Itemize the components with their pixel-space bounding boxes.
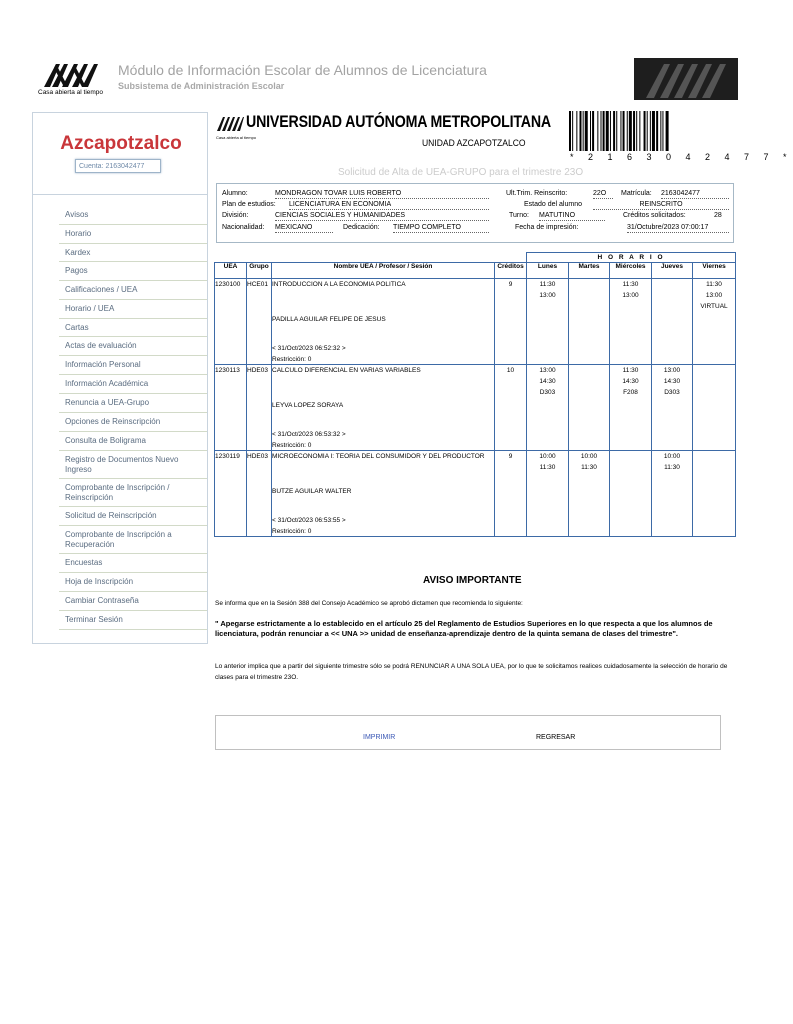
barcode-bar <box>639 111 640 151</box>
alumno-label: Alumno: <box>222 190 248 197</box>
col-creditos: Créditos <box>495 263 527 279</box>
sesion-timestamp: < 31/Oct/2023 06:53:32 > <box>272 431 346 438</box>
col-martes: Martes <box>569 263 610 279</box>
sidebar-item-info-personal[interactable]: Información Personal <box>59 356 207 375</box>
barcode-bar <box>572 111 573 151</box>
barcode-bar <box>629 111 632 151</box>
barcode-bar <box>627 111 628 151</box>
turno-value: MATUTINO <box>539 211 605 221</box>
uam-logo <box>42 61 100 89</box>
schedule-slot: 13:00 <box>705 292 723 299</box>
uea-code: 1230119 <box>215 451 247 537</box>
barcode-number: * 2 1 6 3 0 4 2 4 7 7 * <box>570 152 793 162</box>
sidebar-item-cambiar-contrasena[interactable]: Cambiar Contraseña <box>59 592 207 611</box>
university-name: UNIVERSIDAD AUTÓNOMA METROPOLITANA <box>246 113 552 131</box>
col-lunes: Lunes <box>527 263 569 279</box>
matricula-value: 2163042477 <box>661 189 729 199</box>
uea-code: 1230113 <box>215 365 247 451</box>
creditos-value: 10 <box>495 365 527 451</box>
day-lunes <box>527 365 569 451</box>
sidebar-item-opciones-reinscripcion[interactable]: Opciones de Reinscripción <box>59 413 207 432</box>
day-martes <box>569 451 610 537</box>
sidebar-item-horario[interactable]: Horario <box>59 225 207 244</box>
barcode-bar <box>636 111 637 151</box>
fecha-label: Fecha de impresión: <box>515 224 579 231</box>
barcode-bar <box>662 111 663 151</box>
ult-trim-label: Ult.Trim. Reinscrito: <box>506 190 568 197</box>
division-value: CIENCIAS SOCIALES Y HUMANIDADES <box>275 211 489 221</box>
col-jueves: Jueves <box>652 263 693 279</box>
schedule-slot: 11:30 <box>539 281 556 288</box>
creditos-value: 9 <box>495 279 527 365</box>
dedicacion-label: Dedicación: <box>343 224 380 231</box>
sidebar-item-boligrama[interactable]: Consulta de Boligrama <box>59 432 207 451</box>
uea-name: MICROECONOMIA I: TEORIA DEL CONSUMIDOR Y DEL PRODUCTOR <box>272 453 485 460</box>
barcode-bar <box>603 111 605 151</box>
barcode-bar <box>576 111 577 151</box>
action-panel <box>215 715 721 750</box>
table-row <box>215 279 736 365</box>
profesor-name: PADILLA AGUILAR FELIPE DE JESUS <box>272 316 386 323</box>
request-title: Solicitud de Alta de UEA-GRUPO para el trimestre 23O <box>338 167 584 178</box>
day-miercoles <box>610 365 652 451</box>
barcode-bar <box>616 111 617 151</box>
grupo-code: HCE01 <box>247 279 272 365</box>
day-viernes <box>693 279 736 365</box>
table-row <box>215 451 736 537</box>
barcode-bar <box>610 111 611 151</box>
sidebar-item-kardex[interactable]: Kardex <box>59 244 207 262</box>
barcode-bar <box>644 111 646 151</box>
day-jueves <box>652 451 693 537</box>
logo-tagline: Casa abierta al tiempo <box>38 89 104 96</box>
day-viernes <box>693 365 736 451</box>
uea-name: INTRODUCCION A LA ECONOMIA POLITICA <box>272 281 406 288</box>
barcode-bar <box>601 111 602 151</box>
day-jueves <box>652 365 693 451</box>
sidebar-item-avisos[interactable]: Avisos <box>59 206 207 225</box>
grupo-code: HDE03 <box>247 451 272 537</box>
schedule-slot: 11:30 <box>664 464 680 471</box>
barcode-bar <box>592 111 594 151</box>
barcode-bar <box>569 111 571 151</box>
barcode-bar <box>650 111 651 151</box>
page-header <box>38 58 738 103</box>
plan-label: Plan de estudios: <box>222 201 276 208</box>
schedule-slot: 13:00 <box>539 367 556 374</box>
col-viernes: Viernes <box>693 263 736 279</box>
uea-details <box>272 451 495 537</box>
creditos-label: Créditos solicitados: <box>623 212 686 219</box>
schedule-slot: 13:00 <box>539 292 556 299</box>
schedule-slot: D303 <box>539 389 556 396</box>
day-viernes <box>693 451 736 537</box>
col-miercoles: Miércoles <box>610 263 652 279</box>
barcode-bar <box>583 111 584 151</box>
campus-title: Azcapotzalco <box>60 133 182 154</box>
schedule-table <box>214 252 736 537</box>
turno-label: Turno: <box>509 212 529 219</box>
dedicacion-value: TIEMPO COMPLETO <box>393 223 489 233</box>
nacionalidad-value: MEXICANO <box>275 223 333 233</box>
aviso-paragraph-3: Lo anterior implica que a partir del siguiente trimestre sólo se podrá RENUNCIAR A UNA SOLA UEA, por lo que te solicitamos realices cuidadosamente la selección de horario de clases para el trimestre 23O. <box>215 663 728 681</box>
barcode-bar <box>647 111 648 151</box>
sidebar-item-info-academica[interactable]: Información Académica <box>59 375 207 394</box>
header-spacer <box>215 253 527 263</box>
university-unit: UNIDAD AZCAPOTZALCO <box>422 138 526 149</box>
schedule-slot: 14:30 <box>539 378 556 385</box>
back-button[interactable]: REGRESAR <box>536 734 576 741</box>
sesion-timestamp: < 31/Oct/2023 06:52:32 > <box>272 345 346 352</box>
barcode-bar <box>606 111 609 151</box>
barcode-image <box>568 111 728 151</box>
uea-details <box>272 365 495 451</box>
sidebar-item-registro-documentos[interactable]: Registro de Documentos Nuevo Ingreso <box>59 451 207 479</box>
barcode-bar <box>613 111 615 151</box>
col-nombre: Nombre UEA / Profesor / Sesión <box>272 263 495 279</box>
schedule-slot: D303 <box>664 389 680 396</box>
menu-divider <box>33 194 207 195</box>
restriccion: Restricción: 0 <box>272 356 312 363</box>
day-miercoles <box>610 451 652 537</box>
day-lunes <box>527 279 569 365</box>
day-martes <box>569 279 610 365</box>
day-jueves <box>652 279 693 365</box>
horario-header: H O R A R I O <box>527 253 736 263</box>
uea-code: 1230100 <box>215 279 247 365</box>
col-grupo: Grupo <box>247 263 272 279</box>
day-miercoles <box>610 279 652 365</box>
uam-banner-logo <box>634 58 738 100</box>
aviso-paragraph-2: " Apegarse estrictamente a lo establecido en el artículo 25 del Reglamento de Estudios Superiores en lo que respecta a que los alumnos de licenciatura, podrán renunciar a << UNA >> unidad de enseñanza-aprendizaje dentro de la quinta semana de clases del trimestre". <box>215 619 713 638</box>
uam-small-logo <box>216 116 244 132</box>
sidebar-item-horario-uea[interactable]: Horario / UEA <box>59 300 207 319</box>
sesion-timestamp: < 31/Oct/2023 06:53:55 > <box>272 517 346 524</box>
schedule-slot: 14:30 <box>622 378 639 385</box>
schedule-slot: 11:30 <box>706 281 722 288</box>
ult-trim-value: 22O <box>593 189 613 199</box>
barcode-bar <box>652 111 655 151</box>
schedule-slot: 11:30 <box>622 367 639 374</box>
schedule-slot: 10:00 <box>580 453 598 460</box>
sidebar <box>32 112 208 644</box>
grupo-code: HDE03 <box>247 365 272 451</box>
table-row <box>215 365 736 451</box>
schedule-slot: 13:00 <box>663 367 681 374</box>
cuenta-field: Cuenta: 2163042477 <box>75 159 161 173</box>
schedule-slot: 11:30 <box>539 464 556 471</box>
schedule-slot: 14:30 <box>663 378 681 385</box>
creditos-value: 28 <box>714 212 722 219</box>
sidebar-item-pagos[interactable]: Pagos <box>59 262 207 281</box>
sidebar-menu <box>59 206 207 630</box>
barcode-bar <box>660 111 661 151</box>
barcode-bar <box>620 111 621 151</box>
uea-name: CALCULO DIFERENCIAL EN VARIAS VARIABLES <box>272 367 421 374</box>
schedule-slot: F208 <box>623 389 638 396</box>
sidebar-item-comprobante-recuperacion[interactable]: Comprobante de Inscripción a Recuperación <box>59 526 207 554</box>
schedule-slot: 10:00 <box>663 453 681 460</box>
sidebar-item-actas[interactable]: Actas de evaluación <box>59 337 207 356</box>
fecha-value: 31/Octubre/2023 07:00:17 <box>627 223 729 233</box>
uni-tagline: Casa abierta al tiempo <box>216 135 257 140</box>
schedule-slot: 11:30 <box>622 281 639 288</box>
schedule-slot: 11:30 <box>581 464 597 471</box>
estado-value: REINSCRITO <box>593 200 729 210</box>
day-martes <box>569 365 610 451</box>
barcode-bar <box>666 111 669 151</box>
student-info-panel <box>216 183 734 243</box>
restriccion: Restricción: 0 <box>272 442 312 449</box>
page-subtitle: Subsistema de Administración Escolar <box>118 81 285 91</box>
col-uea: UEA <box>215 263 247 279</box>
barcode-bar <box>590 111 591 151</box>
restriccion: Restricción: 0 <box>272 528 312 535</box>
barcode-bar <box>633 111 635 151</box>
estado-label: Estado del alumno <box>524 201 582 208</box>
matricula-label: Matrícula: <box>621 190 652 197</box>
page-title: Módulo de Información Escolar de Alumnos de Licenciatura <box>118 62 487 78</box>
sidebar-item-comprobante-inscripcion[interactable]: Comprobante de Inscripción / Reinscripción <box>59 479 207 507</box>
sidebar-item-renuncia[interactable]: Renuncia a UEA-Grupo <box>59 394 207 413</box>
sidebar-item-solicitud-reinscripcion[interactable]: Solicitud de Reinscripción <box>59 507 207 526</box>
schedule-slot: 10:00 <box>539 453 556 460</box>
barcode-bar <box>585 111 588 151</box>
uea-details <box>272 279 495 365</box>
schedule-slot: 13:00 <box>622 292 639 299</box>
aviso-title: AVISO IMPORTANTE <box>423 575 522 586</box>
creditos-value: 9 <box>495 451 527 537</box>
alumno-value: MONDRAGON TOVAR LUIS ROBERTO <box>275 189 489 199</box>
sidebar-item-encuestas[interactable]: Encuestas <box>59 554 207 573</box>
aviso-paragraph-1: Se informa que en la Sesión 388 del Consejo Académico se aprobó dictamen que recomienda lo siguiente: <box>215 600 523 607</box>
profesor-name: LEYVA LOPEZ SORAYA <box>272 402 344 409</box>
sidebar-item-calificaciones[interactable]: Calificaciones / UEA <box>59 281 207 300</box>
barcode-bar <box>623 111 625 151</box>
barcode-bar <box>580 111 582 151</box>
nacionalidad-label: Nacionalidad: <box>222 224 265 231</box>
sidebar-item-hoja-inscripcion[interactable]: Hoja de Inscripción <box>59 573 207 592</box>
division-label: División: <box>222 212 249 219</box>
schedule-slot: VIRTUAL <box>700 303 728 310</box>
sidebar-item-terminar-sesion[interactable]: Terminar Sesión <box>59 611 207 630</box>
sidebar-item-cartas[interactable]: Cartas <box>59 319 207 337</box>
print-button[interactable]: IMPRIMIR <box>363 734 396 741</box>
profesor-name: BUTZE AGUILAR WALTER <box>272 488 352 495</box>
barcode-bar <box>597 111 598 151</box>
uam-header-banner <box>634 58 738 100</box>
plan-value: LICENCIATURA EN ECONOMIA <box>289 200 489 210</box>
day-lunes <box>527 451 569 537</box>
barcode-bar <box>656 111 658 151</box>
